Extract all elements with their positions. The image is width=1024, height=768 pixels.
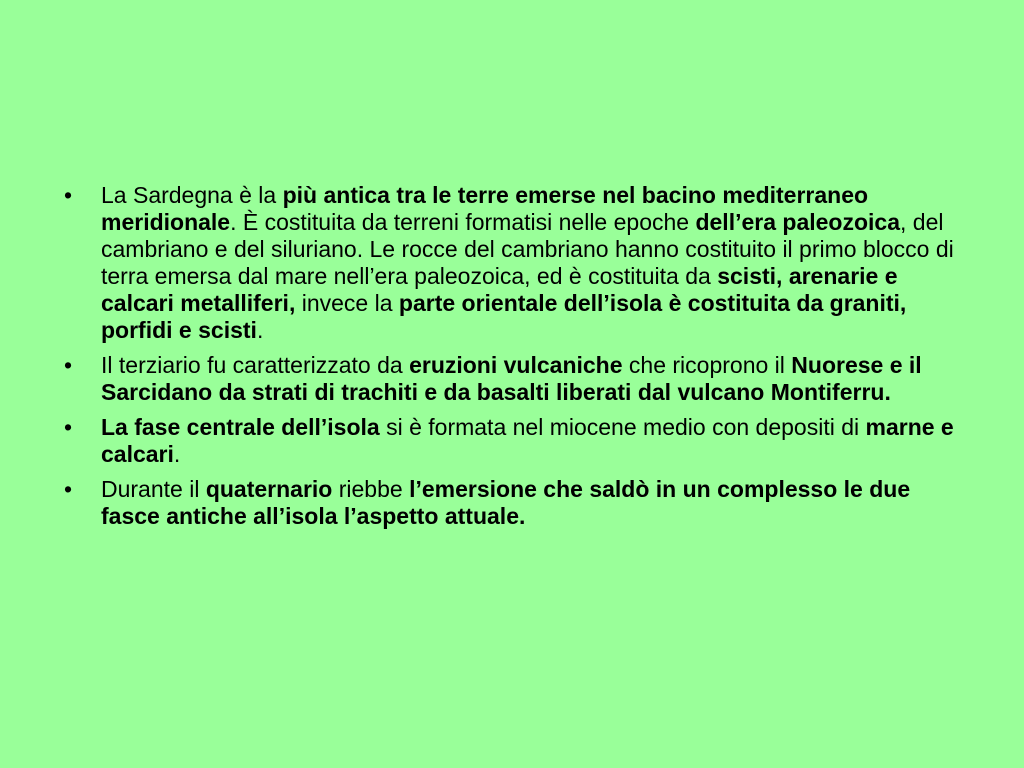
bullet-text-segment: Il terziario fu caratterizzato da [101,352,410,378]
bullet-item-quaternary [64,476,964,530]
bullet-text-segment: si è formata nel miocene medio con depositi di [379,414,866,440]
bullet-text-segment: La Sardegna è la [101,182,283,208]
bullet-text-segment-bold: l’emersione che saldò in un complesso le due fasce antiche all’isola l’aspetto attuale. [101,476,911,529]
bullet-list [64,182,964,538]
bullet-text-segment-bold: scisti, arenarie e calcari metalliferi, [101,263,898,316]
bullet-text-segment: , del cambriano e del siluriano. Le rocce del cambriano hanno costituito il primo blocco di terra emersa dal mare nell’era paleozoica, ed è costituita da [101,209,954,289]
bullet-text-segment: invece la [295,290,399,316]
bullet-item-paleozoic [64,182,964,344]
bullet-text-segment-bold: Nuorese e il Sarcidano da strati di trachiti e da basalti liberati dal vulcano Montiferru. [101,352,922,405]
bullet-item-tertiary [64,352,964,406]
bullet-text-segment: . È costituita da terreni formatisi nelle epoche [230,209,696,235]
bullet-text-segment: riebbe [332,476,410,502]
bullet-text-segment-bold: La fase centrale dell’isola [101,414,380,440]
bullet-text-segment: che ricoprono il [622,352,792,378]
bullet-text-segment: . [256,317,264,343]
bullet-text-segment-bold: eruzioni vulcaniche [409,352,623,378]
bullet-text-segment: Durante il [101,476,206,502]
bullet-text-segment-bold: dell’era paleozoica [695,209,900,235]
bullet-text-segment-bold: parte orientale dell’isola è costituita da graniti, porfidi e scisti [101,290,907,343]
bullet-text-segment-bold: marne e calcari [101,414,954,467]
bullet-text-segment-bold: quaternario [205,476,333,502]
bullet-text-segment: . [173,441,181,467]
bullet-item-miocene [64,414,964,468]
bullet-text-segment-bold: più antica tra le terre emerse nel bacino mediterraneo meridionale [101,182,869,235]
